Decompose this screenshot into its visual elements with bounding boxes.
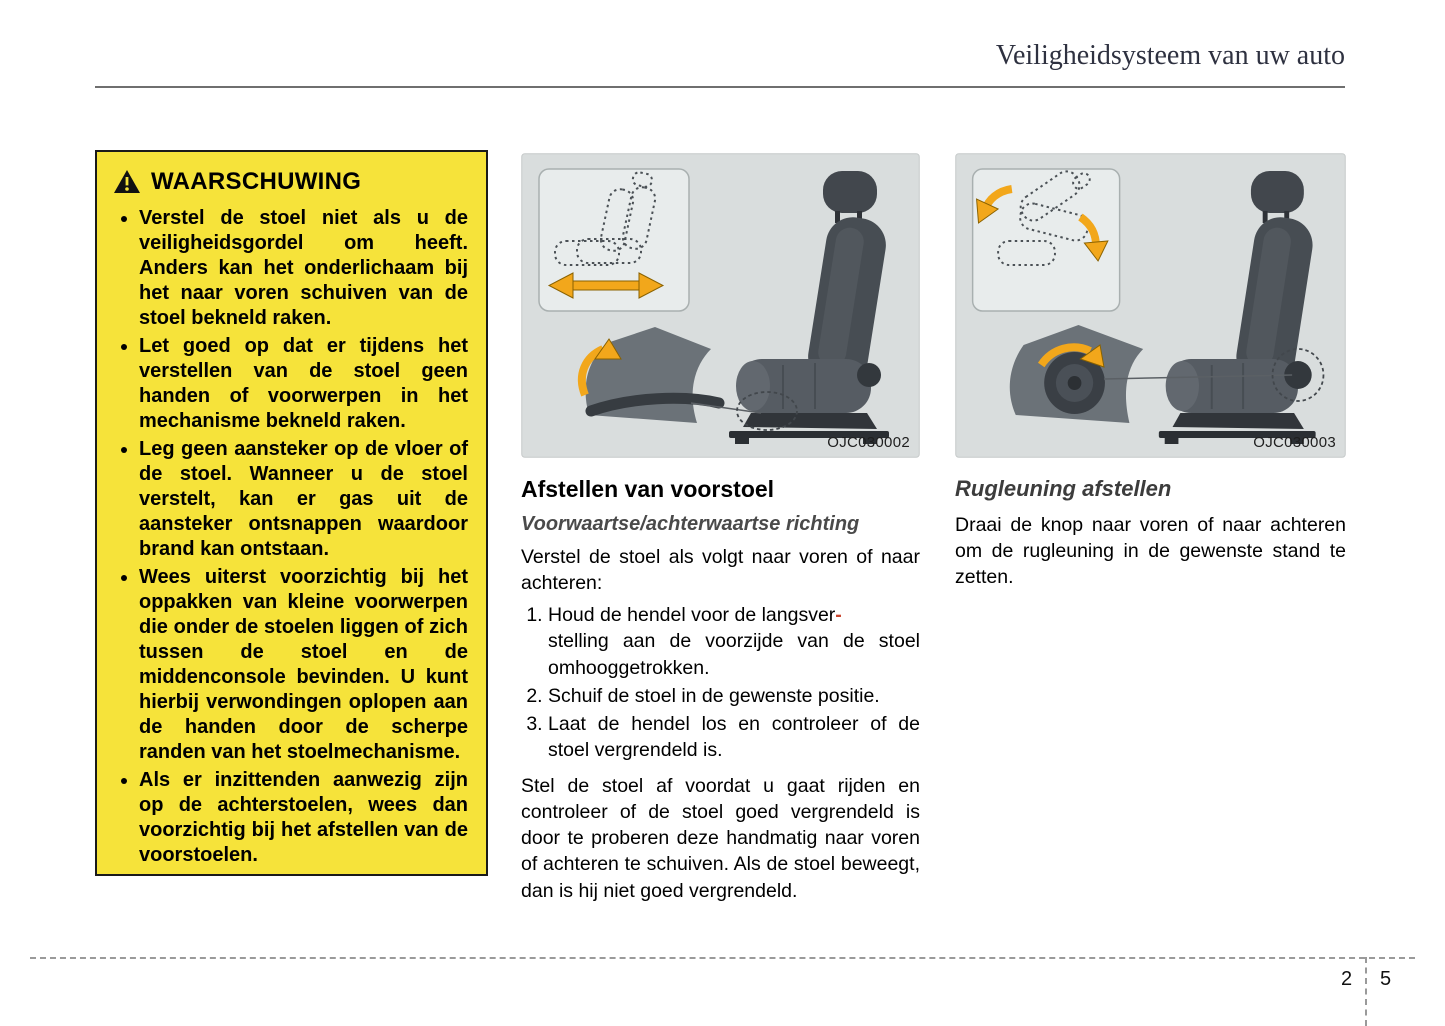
image-code: OJC030002 xyxy=(827,434,910,451)
step-hyphen: - xyxy=(835,604,842,627)
seat-recline-image xyxy=(955,153,1346,458)
warning-box xyxy=(95,150,488,876)
front-seat-illustration xyxy=(521,153,920,458)
backrest-section xyxy=(955,153,1346,596)
warning-triangle-icon xyxy=(113,169,141,195)
step-text: stelling aan de voorzijde van de stoel omhooggetrokken. xyxy=(548,630,920,679)
step-item xyxy=(548,602,920,680)
step-item: 2. Schuif de stoel in de gewenste positie. xyxy=(548,683,920,709)
warning-title-row xyxy=(113,168,468,196)
warning-item: • Verstel de stoel niet als u de veiligheidsgordel om heeft. Anders kan het onderlichaam bij het naar voren schuiven van de stoel bekneld raken. xyxy=(139,206,468,331)
inset-diagram xyxy=(539,169,689,311)
backrest-illustration xyxy=(955,153,1346,458)
warning-list xyxy=(113,206,468,868)
front-seat-steps xyxy=(521,602,920,763)
backrest-body: Draai de knop naar voren of naar achteren om de rugleuning in de gewenste stand te zetten. xyxy=(955,514,1346,589)
warning-icon xyxy=(113,169,141,195)
front-seat-section xyxy=(521,153,920,910)
front-seat-subheading: Voorwaartse/achterwaartse richting xyxy=(521,513,860,535)
footer-dashed-rule xyxy=(30,957,1415,959)
front-seat-heading: Afstellen van voorstoel xyxy=(521,476,775,502)
warning-item: • Als er inzittenden aanwezig zijn op de achterstoelen, wees dan voorzichtig bij het afstellen van de voorstoelen. xyxy=(139,768,468,868)
inset-diagram xyxy=(973,167,1120,311)
image-code: OJC030003 xyxy=(1253,434,1336,451)
page-header-title: Veiligheidsysteem van uw auto xyxy=(995,40,1345,71)
step-item: 3. Laat de hendel los en controleer of de stoel vergrendeld is. xyxy=(548,711,920,763)
page-number-divider xyxy=(1365,957,1367,1026)
step-text: Houd de hendel voor de langsver xyxy=(548,604,836,627)
page-number: 5 xyxy=(1380,968,1392,990)
warning-item: • Let goed op dat er tijdens het verstellen van de stoel geen handen of voorwerpen in het mechanisme bekneld raken. xyxy=(139,334,468,434)
backrest-heading: Rugleuning afstellen xyxy=(955,476,1172,501)
header-rule xyxy=(95,86,1345,88)
warning-title: WAARSCHUWING xyxy=(151,168,362,195)
front-seat-intro: Verstel de stoel als volgt naar voren of naar achteren: xyxy=(521,546,920,595)
seat-forward-back-image xyxy=(521,153,920,458)
front-seat-note: Stel de stoel af voordat u gaat rijden en controleer of de stoel goed vergrendeld is door te proberen deze handmatig naar voren of achteren te schuiven. Als de stoel beweegt, dan is hij niet goed vergrendeld. xyxy=(521,775,920,902)
warning-item: • Leg geen aansteker op de vloer of de stoel. Wanneer u de stoel verstelt, kan er gas uit de aansteker ontsnappen waardoor brand kan ontstaan. xyxy=(139,437,468,562)
warning-item: • Wees uiterst voorzichtig bij het oppakken van kleine voorwerpen die onder de stoelen liggen of zich tussen de stoel en de middenconsole bevinden. U kunt hierbij verwondingen oplopen aan de handen door de scherpe randen van het stoelmechanisme. xyxy=(139,565,468,765)
chapter-number: 2 xyxy=(1341,968,1353,990)
